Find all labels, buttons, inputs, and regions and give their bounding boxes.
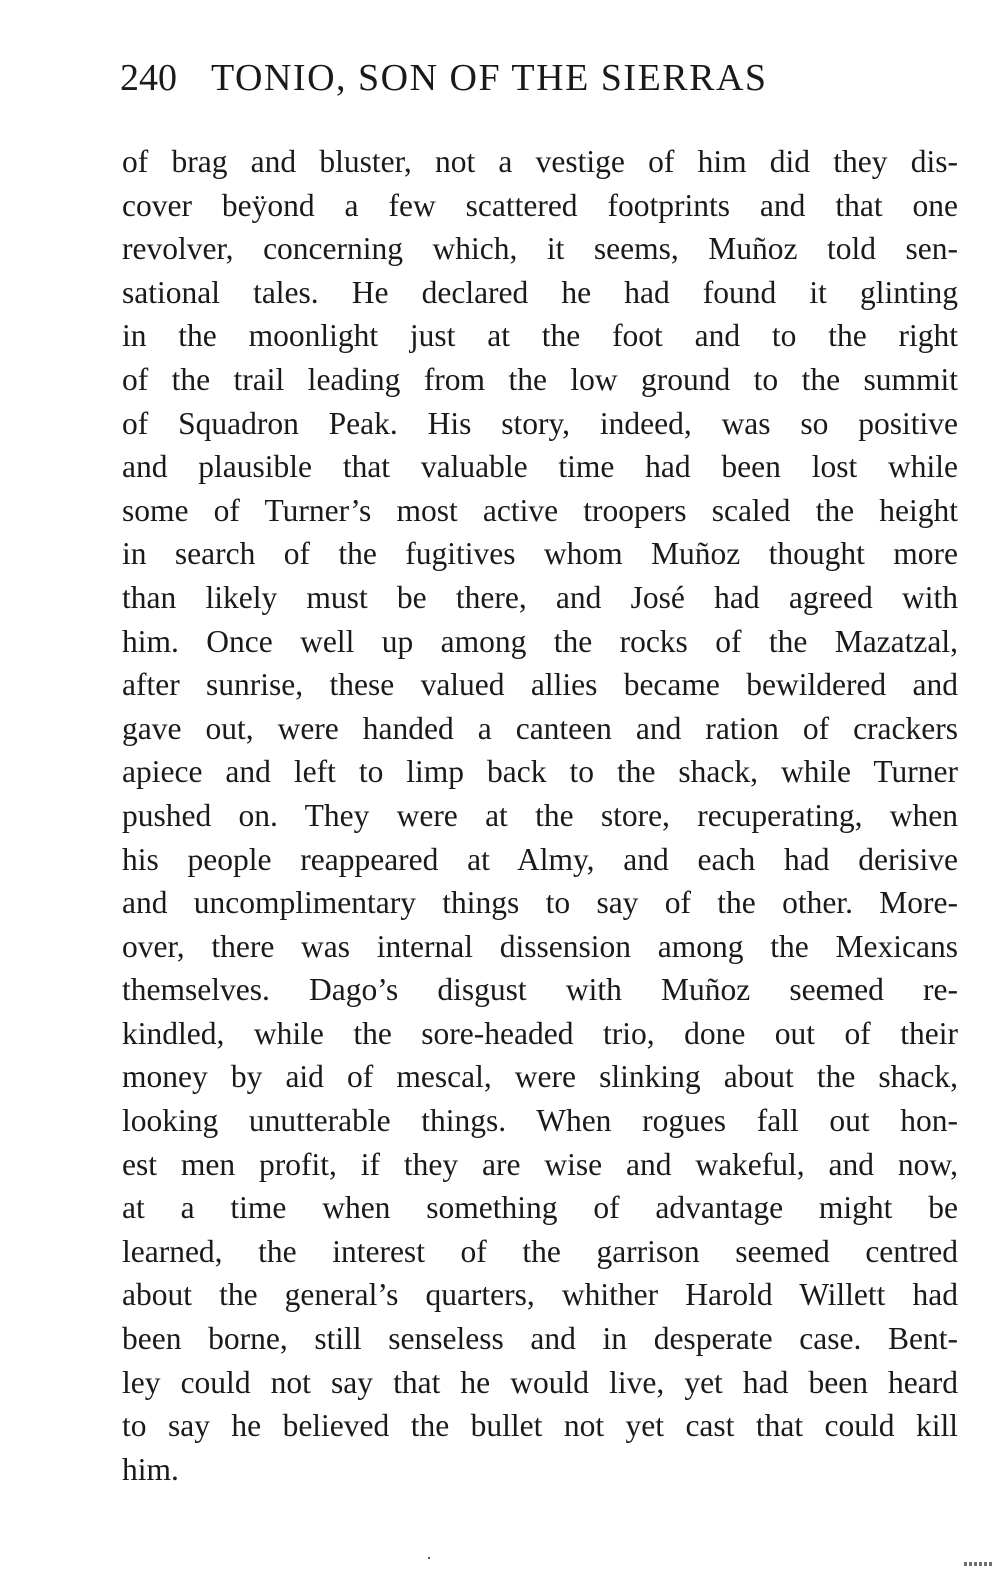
text-line: been borne, still senseless and in desperate case. Bent-	[122, 1321, 958, 1357]
running-title: TONIO, SON OF THE SIERRAS	[211, 57, 768, 99]
text-line: money by aid of mescal, were slinking about the shack,	[122, 1059, 958, 1095]
text-line: learned, the interest of the garrison seemed centred	[122, 1233, 958, 1269]
text-line: sational tales. He declared he had found it glinting	[122, 274, 958, 310]
text-line: his people reappeared at Almy, and each had derisive	[122, 841, 958, 877]
text-line: after sunrise, these valued allies became bewildered and	[122, 667, 958, 703]
text-line: revolver, concerning which, it seems, Muñoz told sen-	[122, 231, 958, 267]
text-line: themselves. Dago’s disgust with Muñoz seemed re-	[122, 972, 958, 1008]
text-line: over, there was internal dissension among the Mexicans	[122, 928, 958, 964]
text-line: kindled, while the sore-headed trio, done out of their	[122, 1015, 958, 1051]
body-text	[122, 140, 958, 1491]
text-line: in search of the fugitives whom Muñoz thought more	[122, 536, 958, 572]
text-line: him.	[122, 1451, 179, 1487]
text-line: at a time when something of advantage might be	[122, 1190, 958, 1226]
text-line: of Squadron Peak. His story, indeed, was so positive	[122, 405, 958, 441]
text-line: est men profit, if they are wise and wakeful, and now,	[122, 1146, 958, 1182]
text-line: and plausible that valuable time had been lost while	[122, 449, 958, 485]
text-line: to say he believed the bullet not yet cast that could kill	[122, 1408, 958, 1444]
text-line: gave out, were handed a canteen and ration of crackers	[122, 710, 958, 746]
scan-corner-mark	[964, 1562, 994, 1566]
ink-speck	[428, 1557, 430, 1559]
text-line: cover beÿond a few scattered footprints and that one	[122, 187, 958, 223]
page-number: 240	[120, 57, 177, 99]
text-line: about the general’s quarters, whither Harold Willett had	[122, 1277, 958, 1313]
text-line: pushed on. They were at the store, recuperating, when	[122, 797, 958, 833]
text-line: some of Turner’s most active troopers scaled the height	[122, 492, 958, 528]
text-line: looking unutterable things. When rogues fall out hon-	[122, 1103, 958, 1139]
text-line: him. Once well up among the rocks of the Mazatzal,	[122, 623, 958, 659]
text-line: and uncomplimentary things to say of the other. More-	[122, 885, 958, 921]
text-line: apiece and left to limp back to the shack, while Turner	[122, 754, 958, 790]
text-line: ley could not say that he would live, yet had been heard	[122, 1364, 958, 1400]
text-line: than likely must be there, and José had agreed with	[122, 579, 958, 615]
text-line: of the trail leading from the low ground to the summit	[122, 361, 958, 397]
text-line: in the moonlight just at the foot and to the right	[122, 318, 958, 354]
text-line: of brag and bluster, not a vestige of him did they dis-	[122, 144, 958, 179]
running-head	[120, 52, 890, 104]
